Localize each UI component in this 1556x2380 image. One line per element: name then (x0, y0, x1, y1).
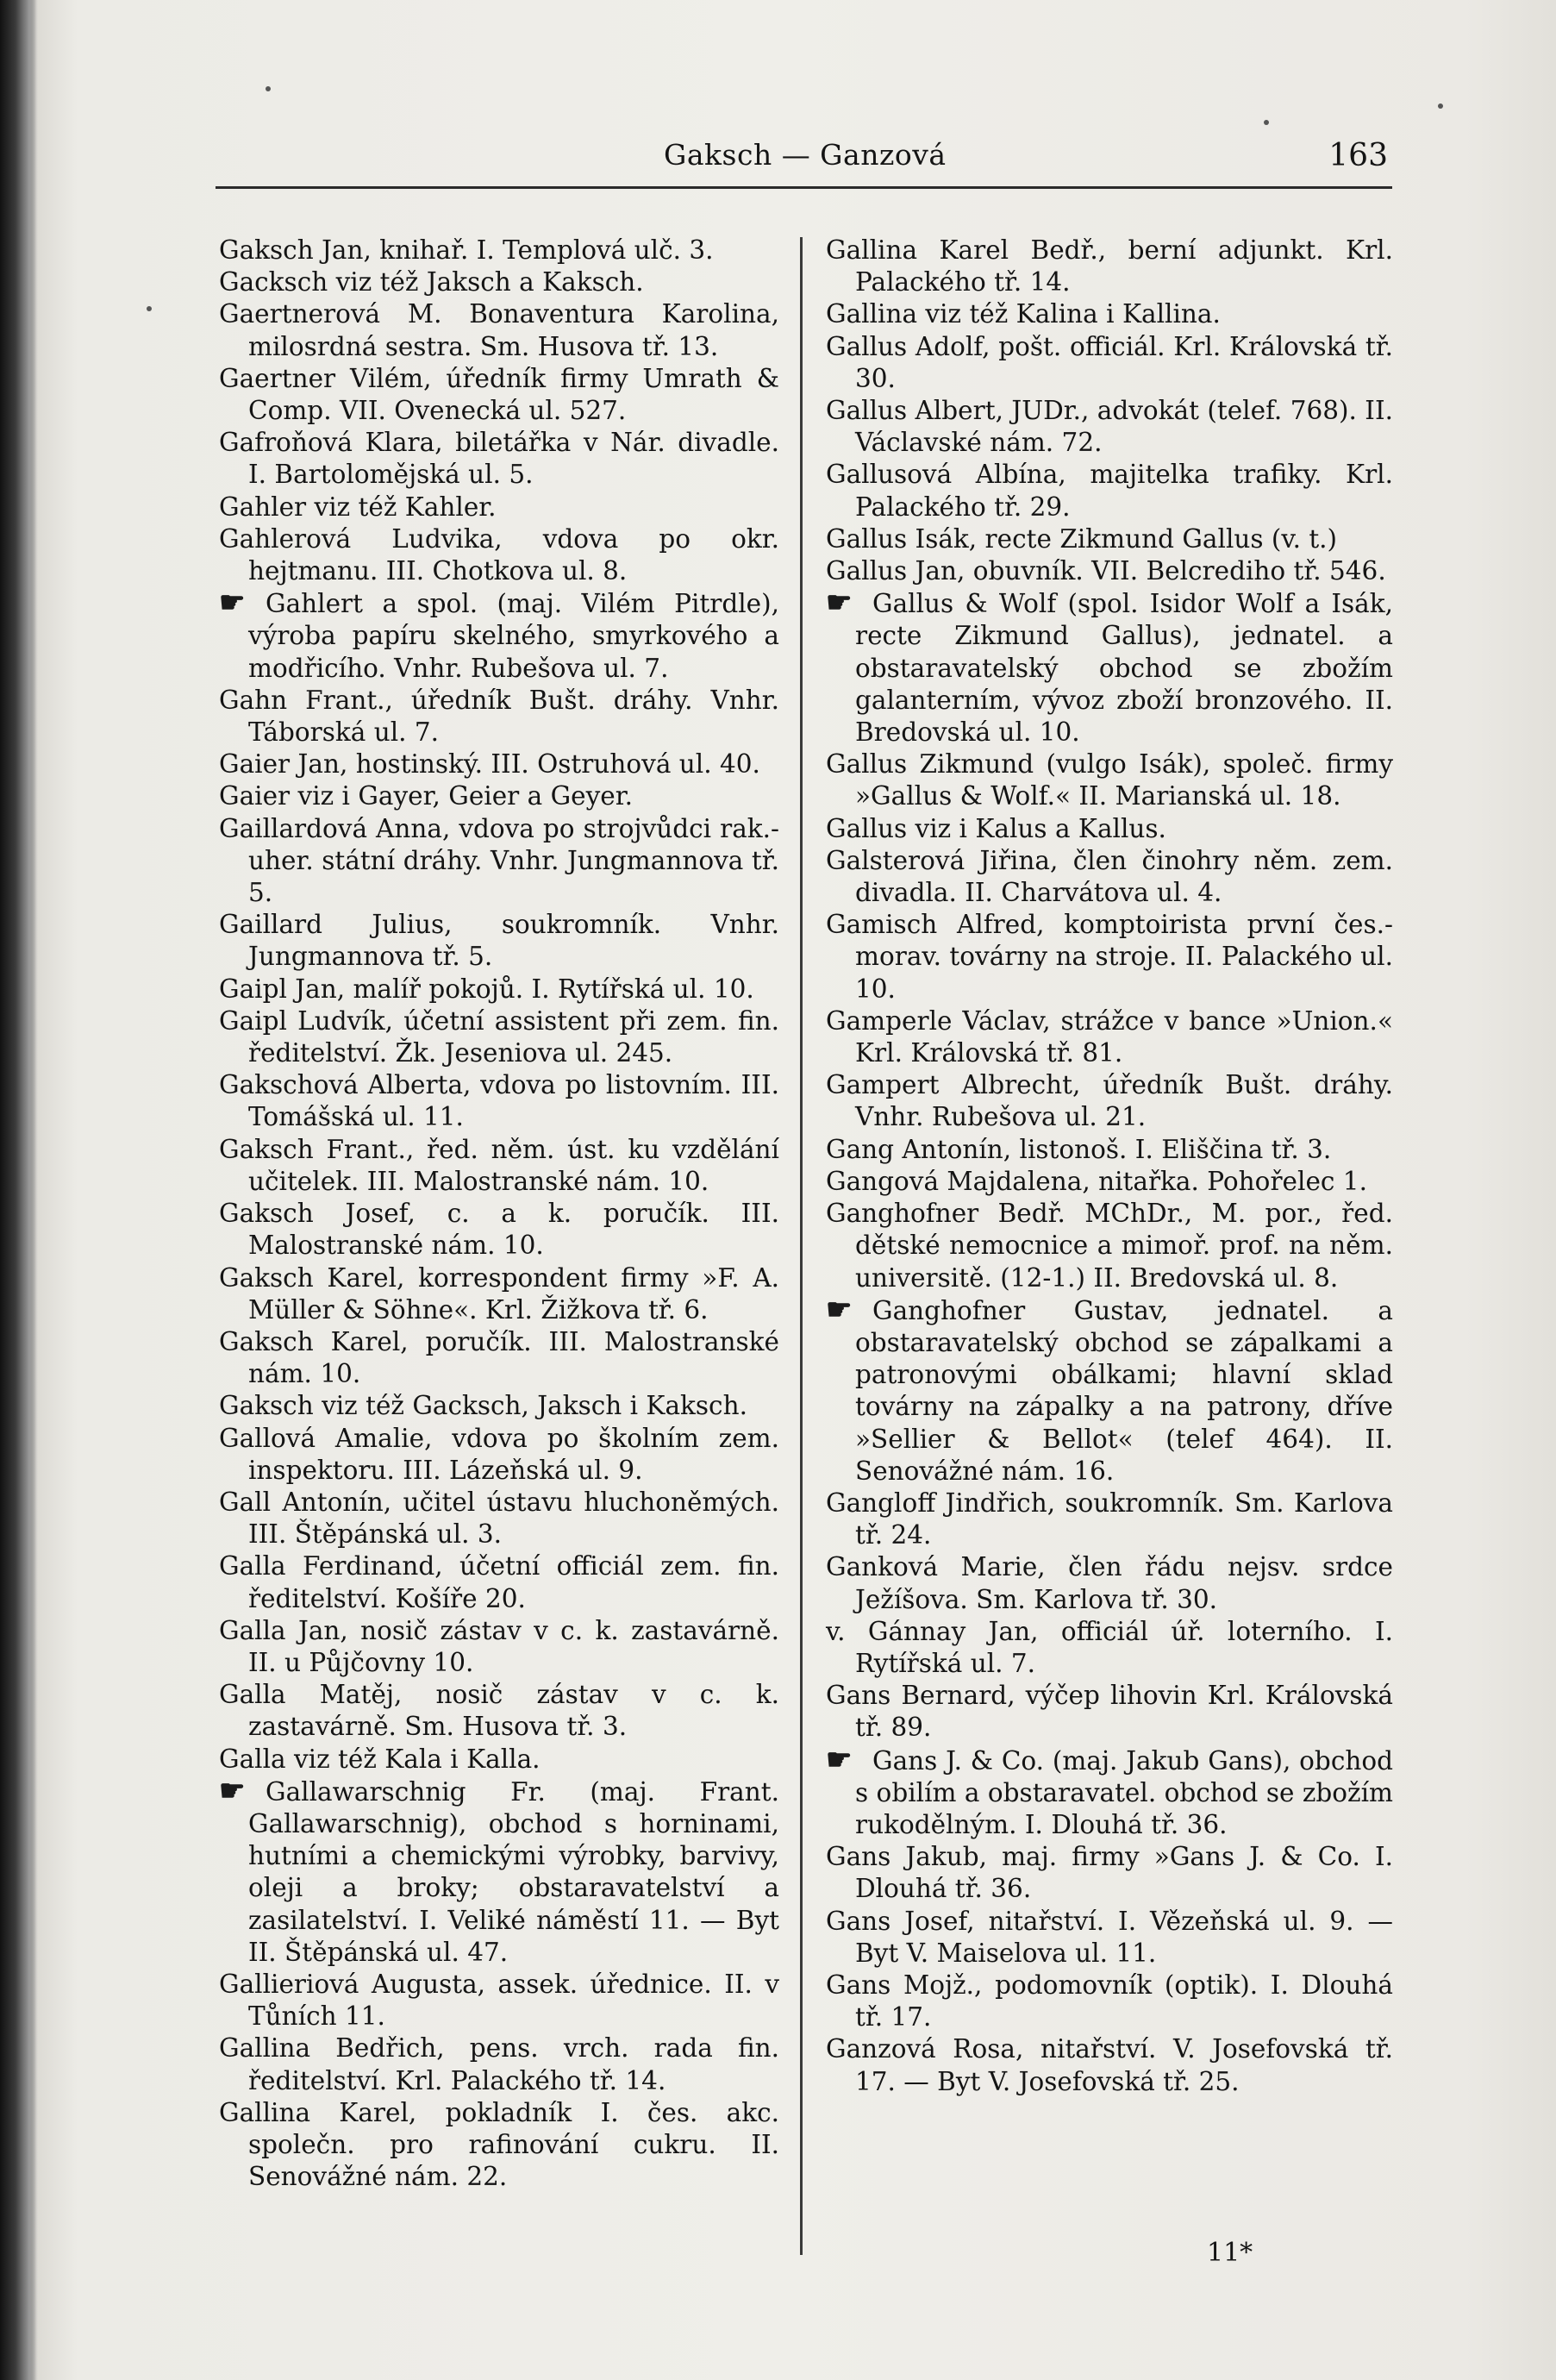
directory-entry: v. Gánnay Jan, officiál úř. loterního. I. Rytířská ul. 7. (826, 1616, 1393, 1678)
directory-entry: Gahler viz též Kahler. (219, 492, 497, 522)
directory-entry: Gahlerová Ludvika, vdova po okr. hejtmanu. III. Chotkova ul. 8. (219, 523, 779, 586)
directory-entry: Gaksch Karel, korrespondent firmy »F. A. Müller & Söhne«. Krl. Žižkova tř. 6. (219, 1262, 779, 1325)
directory-entry: Gallusová Albína, majitelka trafiky. Krl. Palackého tř. 29. (826, 460, 1393, 522)
directory-entry: Gaillardová Anna, vdova po strojvůdci rak.-uher. státní dráhy. Vnhr. Jungmannova tř. 5. (219, 813, 779, 908)
column-divider (800, 237, 803, 2255)
directory-entry: Gaksch Karel, poručík. III. Malostranské nám. 10. (219, 1326, 779, 1389)
book-binding-edge (0, 0, 38, 2380)
directory-entry: Galla Ferdinand, účetní officiál zem. fin. ředitelství. Košíře 20. (219, 1551, 779, 1613)
directory-entry-advertised: ☛ Ganghofner Gustav, jednatel. a obstaravatelský obchod se zápalkami a patronovými obálkami; hlavní sklad továrny na zápalky a na patrony, dříve »Sellier & Bellot« (telef 464). II. Senovážné nám. 16. (826, 1294, 1393, 1488)
directory-entry: Gallus Zikmund (vulgo Isák), společ. firmy »Gallus & Wolf.« II. Marianská ul. 18. (826, 749, 1393, 811)
directory-entry: Gangloff Jindřich, soukromník. Sm. Karlova tř. 24. (826, 1488, 1393, 1550)
directory-entry: Gahn Frant., úředník Bušt. dráhy. Vnhr. Táborská ul. 7. (219, 685, 779, 748)
directory-entry: Gall Antonín, učitel ústavu hluchoněmých. III. Štěpánská ul. 3. (219, 1487, 779, 1550)
directory-entry: Gallina Karel Bedř., berní adjunkt. Krl. Palackého tř. 14. (826, 235, 1393, 298)
directory-entry: Gaipl Jan, malíř pokojů. I. Rytířská ul. 10. (219, 974, 754, 1004)
signature-mark: 11* (1207, 2238, 1253, 2268)
directory-entry: Gans Josef, nitařství. I. Vězeňská ul. 9. — Byt V. Maiselova ul. 11. (826, 1906, 1393, 1968)
directory-entry: Galla Matěj, nosič zástav v c. k. zastavárně. Sm. Husova tř. 3. (219, 1680, 779, 1742)
header-rule (216, 186, 1392, 189)
directory-entry: Ganghofner Bedř. MChDr., M. por., řed. dětské nemocnice a mimoř. prof. na něm. universitě. (12-1.) II. Bredovská ul. 8. (826, 1199, 1393, 1293)
directory-entry: Gaillard Julius, soukromník. Vnhr. Jungmannova tř. 5. (219, 910, 779, 972)
directory-entry: Gaier Jan, hostinský. III. Ostruhová ul. 40. (219, 749, 760, 780)
directory-entry: Gangová Majdalena, nitařka. Pohořelec 1. (826, 1166, 1367, 1196)
directory-entry: Gaertner Vilém, úředník firmy Umrath & Comp. VII. Ovenecká ul. 527. (219, 363, 779, 426)
directory-entry: Gallieriová Augusta, assek. úřednice. II. v Tůních 11. (219, 1969, 779, 2032)
directory-entry: Ganková Marie, člen řádu nejsv. srdce Ježíšova. Sm. Karlova tř. 30. (826, 1552, 1393, 1614)
directory-entry: Galla viz též Kala i Kalla. (219, 1744, 541, 1774)
paper-speck (1438, 103, 1443, 109)
directory-entry: Galla Jan, nosič zástav v c. k. zastavárně. II. u Půjčovny 10. (219, 1615, 779, 1677)
page-number: 163 (1328, 138, 1388, 173)
directory-entry: Gaertnerová M. Bonaventura Karolina, milosrdná sestra. Sm. Husova tř. 13. (219, 299, 779, 361)
directory-entry-advertised: ☛ Gallus & Wolf (spol. Isidor Wolf a Isák, recte Zikmund Gallus), jednatel. a obstaravatelský obchod se zbožím galanterním, vývoz zboží bronzového. II. Bredovská ul. 10. (826, 587, 1393, 748)
directory-entry: Gans Bernard, výčep lihovin Krl. Královská tř. 89. (826, 1681, 1393, 1743)
directory-entry: Gallina Bedřich, pens. vrch. rada fin. ředitelství. Krl. Palackého tř. 14. (219, 2033, 779, 2095)
directory-entry: Gacksch viz též Jaksch a Kaksch. (219, 267, 644, 298)
directory-entry: Gaksch viz též Gacksch, Jaksch i Kaksch. (219, 1391, 747, 1421)
directory-entry: Gallus Albert, JUDr., advokát (telef. 768). II. Václavské nám. 72. (826, 396, 1393, 458)
directory-entry: Gallus Jan, obuvník. VII. Belcrediho tř. 546. (826, 556, 1386, 586)
directory-entry: Gallina Karel, pokladník I. čes. akc. společn. pro rafinování cukru. II. Senovážné nám. 22. (219, 2097, 779, 2192)
directory-entry: Gang Antonín, listonoš. I. Eliščina tř. 3. (826, 1134, 1332, 1164)
directory-entry-advertised: ☛ Gans J. & Co. (maj. Jakub Gans), obchod s obilím a obstaravatel. obchod se zbožím rukodělným. I. Dlouhá tř. 36. (826, 1744, 1393, 1842)
directory-entry: Ganzová Rosa, nitařství. V. Josefovská tř. 17. — Byt V. Josefovská tř. 25. (826, 2034, 1393, 2096)
header-entry-range: Gaksch — Ganzová (664, 138, 947, 172)
directory-entry: Gans Mojž., podomovník (optik). I. Dlouhá tř. 17. (826, 1970, 1393, 2032)
directory-entry: Gallina viz též Kalina i Kallina. (826, 299, 1221, 329)
directory-entry: Gakschová Alberta, vdova po listovním. III. Tomášská ul. 11. (219, 1070, 779, 1132)
page-header (216, 129, 1388, 190)
directory-entry: Gallus Adolf, pošt. officiál. Krl. Královská tř. 30. (826, 331, 1393, 393)
directory-entry: Gans Jakub, maj. firmy »Gans J. & Co. I. Dlouhá tř. 36. (826, 1842, 1393, 1904)
directory-entry: Gallová Amalie, vdova po školním zem. inspektoru. III. Lázeňská ul. 9. (219, 1423, 779, 1485)
directory-entry: Gaksch Jan, knihař. I. Templová ulč. 3. (219, 235, 714, 265)
paper-speck (266, 86, 271, 91)
right-column (826, 235, 1393, 2098)
directory-entry: Gallus viz i Kalus a Kallus. (826, 813, 1166, 843)
paper-speck (1264, 120, 1269, 125)
directory-entry: Gaipl Ludvík, účetní assistent při zem. fin. ředitelství. Žk. Jeseniova ul. 245. (219, 1005, 779, 1068)
directory-entry: Gallus Isák, recte Zikmund Gallus (v. t.) (826, 523, 1338, 554)
directory-entry: Gaksch Frant., řed. něm. úst. ku vzdělání učitelek. III. Malostranské nám. 10. (219, 1134, 779, 1196)
directory-entry: Gafroňová Klara, biletářka v Nár. divadle. I. Bartolomějská ul. 5. (219, 428, 779, 490)
directory-entry: Gaier viz i Gayer, Geier a Geyer. (219, 781, 633, 811)
directory-entry: Gamperle Václav, strážce v bance »Union.« Krl. Královská tř. 81. (826, 1005, 1393, 1068)
directory-entry: Gaksch Josef, c. a k. poručík. III. Malostranské nám. 10. (219, 1199, 779, 1261)
directory-entry-advertised: ☛ Gahlert a spol. (maj. Vilém Pitrdle), výroba papíru skelného, smyrkového a modřicího. Vnhr. Rubešova ul. 7. (219, 587, 779, 685)
directory-entry: Galsterová Jiřina, člen činohry něm. zem. divadla. II. Charvátova ul. 4. (826, 845, 1393, 908)
directory-entry: Gamisch Alfred, komptoirista první čes.-morav. továrny na stroje. II. Palackého ul. 10. (826, 910, 1393, 1004)
directory-entry: Gampert Albrecht, úředník Bušt. dráhy. Vnhr. Rubešova ul. 21. (826, 1070, 1393, 1132)
paper-speck (147, 306, 152, 311)
directory-entry-advertised: ☛ Gallawarschnig Fr. (maj. Frant. Gallawarschnig), obchod s horninami, hutními a chemickými výrobky, barvivy, oleji a broky; obstaravatelství a zasilatelství. I. Veliké náměstí 11. — Byt II. Štěpánská ul. 47. (219, 1776, 779, 1969)
left-column (219, 235, 779, 2193)
